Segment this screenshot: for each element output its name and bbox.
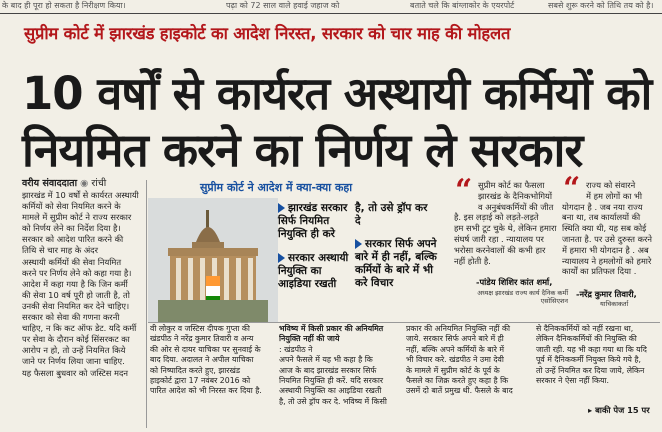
col2-line: वी लोकुर व जस्टिस दीपक गुप्ता की — [150, 324, 250, 333]
quote-1-line: हम सभी टूट चुके थे, लेकिन हमारा — [454, 223, 557, 234]
quote-2-name: -नरेंद्र कुमार तिवारी, — [576, 289, 637, 299]
kicker: सुप्रीम कोर्ट में झारखंड हाइकोर्ट का आदेश निरस्त, सरकार को चार माह की मोहलत — [24, 24, 511, 43]
col4-line: नहीं, बल्कि अपने कर्मियों के बारे में — [406, 344, 505, 354]
qa-1-q-text: झारखंड सरकार सिर्फ नियमित नियुक्ति ही करे — [278, 202, 348, 240]
col1-line: आरोप न हो, तो उन्हें नियमित किये — [22, 345, 126, 356]
col5-line: से दैनिककर्मियों को नहीं रखना था, — [536, 324, 634, 333]
strip-text-1: के बाद ही पूरा हो सकता है निरीक्षण किया। — [2, 1, 126, 10]
quote-1-name: -पांडेय शिशिर कांत शर्मा, — [476, 277, 553, 287]
col2-line: पारित आदेश को भी निरस्त कर दिया है. — [150, 386, 262, 396]
col1-line: पर सेवा के दौरान कोई सिंसरकट का — [22, 334, 130, 345]
supreme-court-photo — [148, 198, 278, 322]
col4-line: भी विचार करे. खंडपीठ ने उमा देवी — [406, 355, 504, 365]
col5-line: लेकिन दैनिककर्मियों की नियुक्ति की — [536, 334, 637, 344]
col4-line: प्रकार की अनियमित नियुक्ति नहीं की — [406, 324, 510, 333]
quote-1-role: अध्यक्ष झारखंड राज्य कार्य दैनिक कर्मी एसोसिएशन — [477, 289, 568, 305]
col1-line: आदेश में कहा गया है कि जिन कर्मी — [22, 278, 128, 289]
column-4 — [406, 324, 534, 428]
quote-1-line: नहीं होती है. — [454, 255, 491, 266]
box-line: अपने फैसले में यह भी कहा है कि — [279, 355, 373, 365]
col4-line: के मामले में सुप्रीम कोर्ट के पूर्व के — [406, 365, 500, 375]
col1-line: सरकार को आदेश पारित करने की — [22, 234, 124, 245]
col1-line: तिथि से चार माह के अंदर — [22, 245, 98, 256]
qa-2-q-text: सरकार अस्थायी नियुक्ति का आइडिया रखती — [278, 252, 349, 290]
top-divider — [0, 13, 662, 14]
col2-line: को निष्पादित करते हुए, झारखंड — [150, 365, 241, 375]
col1-line: झारखंड में 10 वर्षों से कार्यरत अस्थायी — [22, 190, 139, 200]
quote-2 — [562, 180, 660, 277]
sidebar-subhead: सुप्रीम कोर्ट ने आदेश में क्या-क्या कहा — [200, 181, 353, 194]
col2-line: बाद दिया. अदालत ने अपील याचिका — [150, 355, 254, 365]
triangle-bullet-icon — [355, 239, 362, 249]
quote-2-line: कार्यों का प्रतिफल दिया . — [562, 266, 637, 277]
col5-line: पूर्व में दैनिककर्मी नियुक्त किये गये है, — [536, 355, 641, 365]
pin-icon: ◉ — [80, 178, 92, 189]
quote-1-line: व अनुबंधकर्मियों की जीत — [478, 201, 554, 212]
strip-text-4: सबसे शुरू करने को तिथि तय को है। — [548, 1, 654, 10]
box-line: अस्थायी नियुक्ति का आइडिया रखती — [279, 386, 382, 396]
continued-note — [588, 405, 650, 416]
col4-line: उसमें दो बातें प्रमुख थी. फैसले के बाद — [406, 386, 513, 396]
col1-line: को निर्णय लेने का निर्देश दिया है। — [22, 223, 121, 234]
column-2 — [150, 324, 276, 428]
column-1 — [22, 190, 146, 428]
byline-author: वरीय संवाददाता — [22, 178, 78, 189]
quote-1-line: सुप्रीम कोर्ट का फैसला — [478, 180, 545, 190]
box-line: आज के बाद झारखंड सरकार सिर्फ — [279, 365, 377, 375]
col1-line: यह फैसला बुधवार को जस्टिस मदन — [22, 367, 128, 378]
col1-line: उनकी सेवा नियमित कर देने चाहिए। — [22, 300, 130, 311]
triangle-bullet-icon — [278, 253, 285, 263]
qa-2-a-text: सरकार सिर्फ अपने बारे में ही नहीं, बल्कि कर्मियों के बारे में भी करे विचार — [355, 238, 437, 289]
headline-line-1: 10 वर्षों से कार्यरत अस्थायी कर्मियों को — [22, 67, 652, 120]
box-line: नियमित नियुक्ति ही करें. यदि सरकार — [279, 376, 384, 386]
col1-line: सरकार को सेवा की गणना करनी — [22, 312, 120, 323]
quote-2-line: बना था, तब कार्यालयों की — [562, 212, 641, 223]
quote-1 — [454, 180, 566, 266]
triangle-bullet-icon — [278, 203, 285, 213]
qa-item-1-answer: है, तो उसे ड्रॉप कर दे — [355, 202, 428, 227]
quote-2-line: में हमारा भी योगदान है . अब — [562, 244, 649, 255]
col1-line: जाने पर निर्णय लिया जाना चाहिए. — [22, 356, 125, 367]
box-line: है, तो उसे ड्रॉप कर दे. भविष्य में किसी — [279, 396, 387, 406]
strip-text-3: बताते चले कि बांग्लाकोर के एयरपोर्ट — [410, 1, 515, 10]
col1-line: अस्थायी कर्मियों की सेवा नियमित — [22, 256, 122, 267]
quote-1-line: भरोसा करनेवालों की कभी हार — [454, 244, 546, 255]
quote-2-line: राज्य को संवारने — [586, 180, 636, 190]
column-3 — [279, 324, 401, 428]
col1-line: की सेवा 10 वर्ष पूरी हो जाती है, तो — [22, 289, 130, 300]
qa-item-2-question — [278, 252, 350, 291]
previous-story-strip — [0, 0, 662, 14]
col1-line: करने पर निर्णय लेने को कहा गया है। — [22, 267, 132, 278]
headline-line-2: नियमित करने का निर्णय ले सरकार — [22, 123, 583, 177]
col4-line: फैसले का जिक्र करते हुए कहा है कि — [406, 376, 509, 386]
byline — [22, 176, 106, 189]
column-divider — [146, 180, 147, 428]
col5-line: सरकार ने ऐसा नहीं किया. — [536, 376, 610, 386]
col5-line: जाती रही. यह भी कहा गया था कि यदि — [536, 344, 647, 354]
arrow-right-icon: ▸ — [588, 405, 596, 415]
col2-line: खंडपीठ ने नरेंद्र कुमार तिवारी व अन्य — [150, 334, 254, 344]
section-divider — [148, 322, 660, 323]
col1-line: कर्मियों को सेवा नियमित करने के — [22, 201, 121, 212]
court-building-illustration — [148, 198, 278, 322]
strip-text-2: पढ़ा को 72 साल वाले हवाई जहाज को — [226, 1, 340, 10]
quote-mark-icon: “ — [563, 171, 581, 206]
col1-line: चाहिए, न कि कट ऑफ डेट. यदि कर्मी — [22, 323, 137, 334]
quote-2-line: में हम लोगों का भी — [586, 190, 642, 201]
box-title: भविष्य में किसी प्रकार की अनियमित नियुक्ति नहीं की जाये — [279, 324, 384, 344]
col5-line: तो उन्हें नियमित कर दिया जाये, लेकिन — [536, 365, 645, 375]
quote-1-line: संघर्ष जारी रहा . न्यायालय पर — [454, 233, 544, 244]
col4-line: जाये. सरकार सिर्फ अपने बारे में ही — [406, 334, 504, 344]
quote-2-line: स्थिति क्या थी, यह सब कोई — [562, 223, 647, 234]
box-line: : खंडपीठ ने — [279, 344, 313, 354]
quote-2-role: याचिकाकर्ता — [600, 300, 629, 308]
quote-2-line: योगदान है . जब नया राज्य — [562, 201, 643, 212]
quote-1-line: है. इस लड़ाई को लड़ते-लड़ते — [454, 212, 539, 223]
quote-2-line: न्यायालय ने हमलोगों को हमारे — [562, 255, 652, 266]
col2-line: की ओर से दायर याचिका पर सुनवाई के — [150, 344, 261, 354]
qa-item-1-question — [278, 202, 350, 241]
col1-line: मामले में सुप्रीम कोर्ट ने राज्य सरकार — [22, 212, 132, 223]
quote-mark-icon: “ — [455, 173, 473, 208]
byline-place: रांची — [91, 178, 107, 189]
quote-2-line: जानता है. पर उसे दुरुस्त करने — [562, 233, 652, 244]
qa-item-2-answer — [355, 238, 441, 290]
column-5 — [536, 324, 660, 404]
continued-text: बाकी पेज 15 पर — [595, 405, 650, 415]
quote-1-line: झारखंड के दैनिकभोगियों — [478, 190, 552, 201]
col2-line: हाइकोर्ट द्वारा 17 नवंबर 2016 को — [150, 376, 251, 386]
